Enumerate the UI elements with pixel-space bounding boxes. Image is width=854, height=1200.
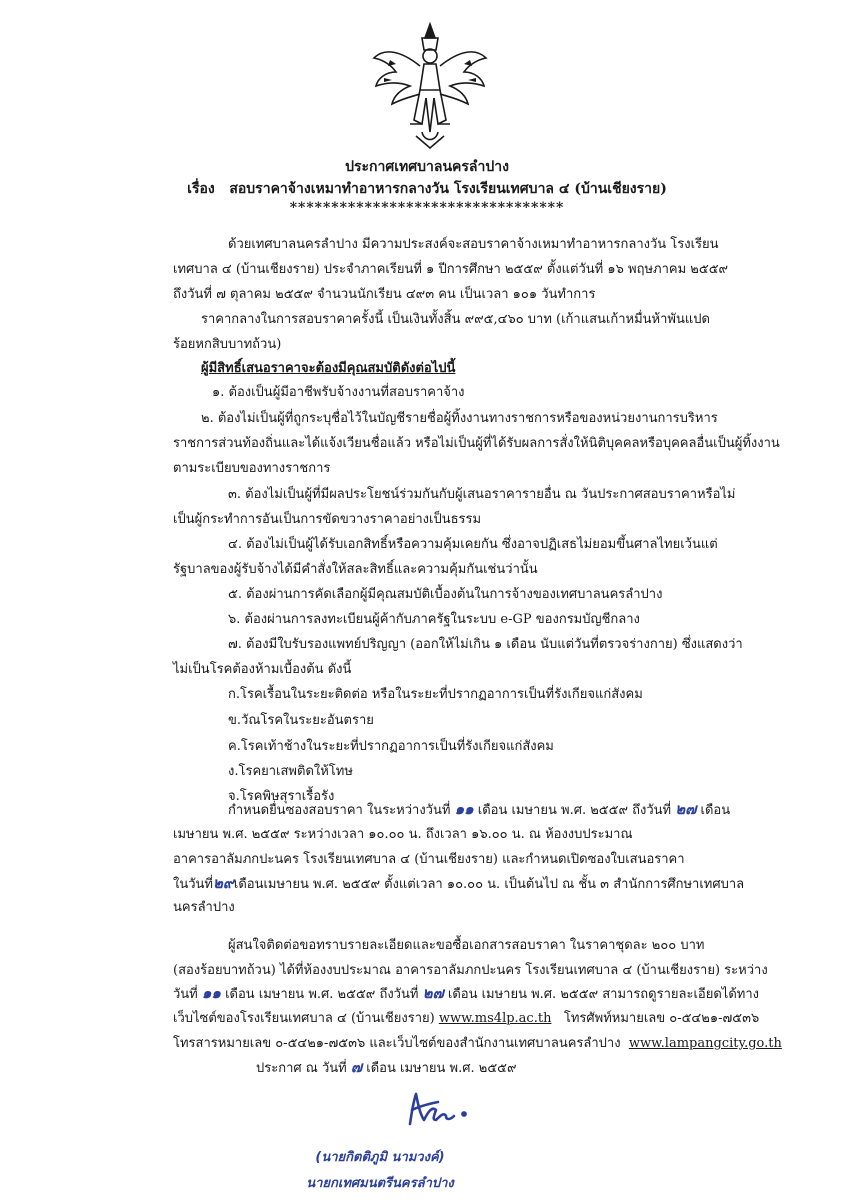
intro-line-3: ถึงวันที่ ๗ ตุลาคม ๒๕๕๙ จำนวนนักเรียน ๔๙๓ คน เป็นเวลา ๑๐๑ วันทำการ [173, 287, 596, 302]
handwritten-date: ๗ [350, 1058, 363, 1076]
qualification-2-line-3: ตามระเบียบของทางราชการ [173, 461, 331, 476]
intro-line-4: ราคากลางในการสอบราคาครั้งนี้ เป็นเงินทั้งสิ้น ๙๙๕,๔๖๐ บาท (เก้าแสนเก้าหมื่นห้าพันแปด [201, 312, 710, 327]
signature-icon [340, 1090, 520, 1130]
handwritten-date: ๑๑ [201, 984, 221, 1002]
contact-phone: โทรศัพท์หมายเลข ๐-๕๔๒๑-๗๕๓๖ [563, 1011, 760, 1026]
contact-text-a: วันที่ [173, 987, 198, 1002]
intro-line-5: ร้อยหกสิบบาทถ้วน) [173, 337, 282, 352]
contact-text-c: เดือน เมษายน พ.ศ. ๒๕๕๙ สามารถดูรายละเอียดได้ทาง [447, 987, 759, 1002]
subject-text: สอบราคาจ้างเหมาทำอาหารกลางวัน โรงเรียนเทศบาล ๔ (บ้านเชียงราย) [229, 181, 667, 197]
schedule-line-4 [173, 874, 744, 894]
school-website-link[interactable]: www.ms4lp.ac.th [438, 1011, 552, 1026]
separator: ********************************* [289, 200, 565, 216]
schedule-line-5: นครลำปาง [173, 900, 235, 915]
contact-fax: โทรสารหมายเลข ๐-๕๔๒๑-๗๕๓๖ และเว็บไซต์ของสำนักงานเทศบาลนครลำปาง [173, 1036, 621, 1051]
handwritten-date: ๑๑ [454, 800, 474, 818]
qualification-2-line-2: ราชการส่วนท้องถิ่นและได้แจ้งเวียนชื่อแล้ว หรือไม่เป็นผู้ที่ได้รับผลการสั่งให้นิติบุคคลหรือบุคคลอื่นเป็นผู้ทิ้งงาน [173, 436, 780, 451]
document-subject [0, 178, 854, 200]
qualification-3-line-1: ๓. ต้องไม่เป็นผู้ที่มีผลประโยชน์ร่วมกันกับผู้เสนอราคารายอื่น ณ วันประกาศสอบราคาหรือไม่ [228, 487, 736, 502]
schedule-text-b: เดือน เมษายน พ.ศ. ๒๕๕๙ ถึงวันที่ [477, 803, 672, 818]
signer-title: นายกเทศมนตรีนครลำปาง [306, 1176, 454, 1191]
qualifications-title: ผู้มีสิทธิ์เสนอราคาจะต้องมีคุณสมบัติดังต่อไปนี้ [201, 361, 456, 376]
contact-line-2: (สองร้อยบาทถ้วน) ได้ที่ห้องงบประมาณ อาคารอาลัมภกปะนคร โรงเรียนเทศบาล ๔ (บ้านเชียงราย) ระหว่าง [173, 963, 768, 978]
disease-item-3: ค.โรคเท้าช้างในระยะที่ปรากฏอาการเป็นที่รังเกียจแก่สังคม [228, 739, 554, 754]
subject-label: เรื่อง [187, 181, 215, 197]
contact-text-d: เว็บไซต์ของโรงเรียนเทศบาล ๔ (บ้านเชียงราย) [173, 1011, 435, 1026]
garuda-emblem-icon [370, 20, 490, 152]
announce-date [256, 1058, 517, 1078]
document-title: ประกาศเทศบาลนครลำปาง [345, 159, 509, 175]
qualification-6: ๖. ต้องผ่านการลงทะเบียนผู้ค้ากับภาครัฐในระบบ e-GP ของกรมบัญชีกลาง [228, 612, 640, 627]
handwritten-date: ๒๙ [213, 874, 234, 892]
schedule-text-e: เดือนเมษายน พ.ศ. ๒๕๕๙ ตั้งแต่เวลา ๑๐.๐๐ น. เป็นต้นไป ณ ชั้น ๓ สำนักการศึกษาเทศบาล [233, 877, 745, 892]
intro-line-1: ด้วยเทศบาลนครลำปาง มีความประสงค์จะสอบราคาจ้างเหมาทำอาหารกลางวัน โรงเรียน [228, 237, 719, 252]
disease-item-1: ก.โรคเรื้อนในระยะติดต่อ หรือในระยะที่ปรากฏอาการเป็นที่รังเกียจแก่สังคม [228, 687, 643, 702]
handwritten-date: ๒๗ [675, 800, 697, 818]
contact-text-b: เดือน เมษายน พ.ศ. ๒๕๕๙ ถึงวันที่ [225, 987, 419, 1002]
schedule-line-2: เมษายน พ.ศ. ๒๕๕๙ ระหว่างเวลา ๑๐.๐๐ น. ถึงเวลา ๑๖.๐๐ น. ณ ห้องงบประมาณ [173, 827, 633, 842]
handwritten-date: ๒๗ [422, 984, 444, 1002]
schedule-line-1 [228, 800, 730, 820]
schedule-text-a: กำหนดยื่นซองสอบราคา ในระหว่างวันที่ [228, 803, 451, 818]
announce-text-b: เดือน เมษายน พ.ศ. ๒๕๕๙ [366, 1061, 517, 1076]
city-website-link[interactable]: www.lampangcity.go.th [628, 1036, 782, 1051]
contact-line-5 [173, 1035, 782, 1053]
contact-line-4 [173, 1010, 759, 1028]
qualification-2-line-1: ๒. ต้องไม่เป็นผู้ที่ถูกระบุชื่อไว้ในบัญชีรายชื่อผู้ทิ้งงานทางราชการหรือของหน่วยงานการบริหาร [201, 411, 718, 426]
contact-line-3 [173, 984, 759, 1004]
contact-line-1: ผู้สนใจติดต่อขอทราบรายละเอียดและขอซื้อเอกสารสอบราคา ในราคาชุดละ ๒๐๐ บาท [228, 938, 705, 953]
qualification-3-line-2: เป็นผู้กระทำการอันเป็นการขัดขวางราคาอย่างเป็นธรรม [173, 512, 482, 527]
qualification-7-line-2: ไม่เป็นโรคต้องห้ามเบื้องต้น ดังนี้ [173, 662, 352, 677]
disease-item-2: ข.วัณโรคในระยะอันตราย [228, 713, 374, 728]
qualification-4-line-1: ๔. ต้องไม่เป็นผู้ได้รับเอกสิทธิ์หรือความคุ้มเคยกัน ซึ่งอาจปฏิเสธไม่ยอมขึ้นศาลไทยเว้นแต่ [228, 537, 718, 552]
schedule-text-c: เดือน [700, 803, 731, 818]
schedule-line-3: อาคารอาลัมภกปะนคร โรงเรียนเทศบาล ๔ (บ้านเชียงราย) และกำหนดเปิดซองใบเสนอราคา [173, 852, 685, 867]
announce-text-a: ประกาศ ณ วันที่ [256, 1061, 347, 1076]
disease-item-5: จ.โรคพิษสุราเรื้อรัง [228, 789, 335, 804]
intro-line-2: เทศบาล ๔ (บ้านเชียงราย) ประจำภาคเรียนที่ ๑ ปีการศึกษา ๒๕๕๙ ตั้งแต่วันที่ ๑๖ พฤษภาคม ๒๕๕๙ [173, 262, 729, 277]
qualification-1: ๑. ต้องเป็นผู้มีอาชีพรับจ้างงานที่สอบราคาจ้าง [212, 385, 465, 400]
disease-item-4: ง.โรคยาเสพติดให้โทษ [228, 764, 353, 779]
qualification-7-line-1: ๗. ต้องมีใบรับรองแพทย์ปริญญา (ออกให้ไม่เกิน ๑ เดือน นับแต่วันที่ตรวจร่างกาย) ซึ่งแสดงว่า [228, 637, 743, 652]
schedule-text-d: ในวันที่ [173, 877, 213, 892]
qualification-5: ๕. ต้องผ่านการคัดเลือกผู้มีคุณสมบัติเบื้องต้นในการจ้างของเทศบาลนครลำปาง [228, 587, 663, 602]
qualification-4-line-2: รัฐบาลของผู้รับจ้างได้มีคำสั่งให้สละสิทธิ์และความคุ้มกันเช่นว่านั้น [173, 562, 538, 577]
signer-name: (นายกิตติภูมิ นามวงค์) [315, 1150, 445, 1165]
